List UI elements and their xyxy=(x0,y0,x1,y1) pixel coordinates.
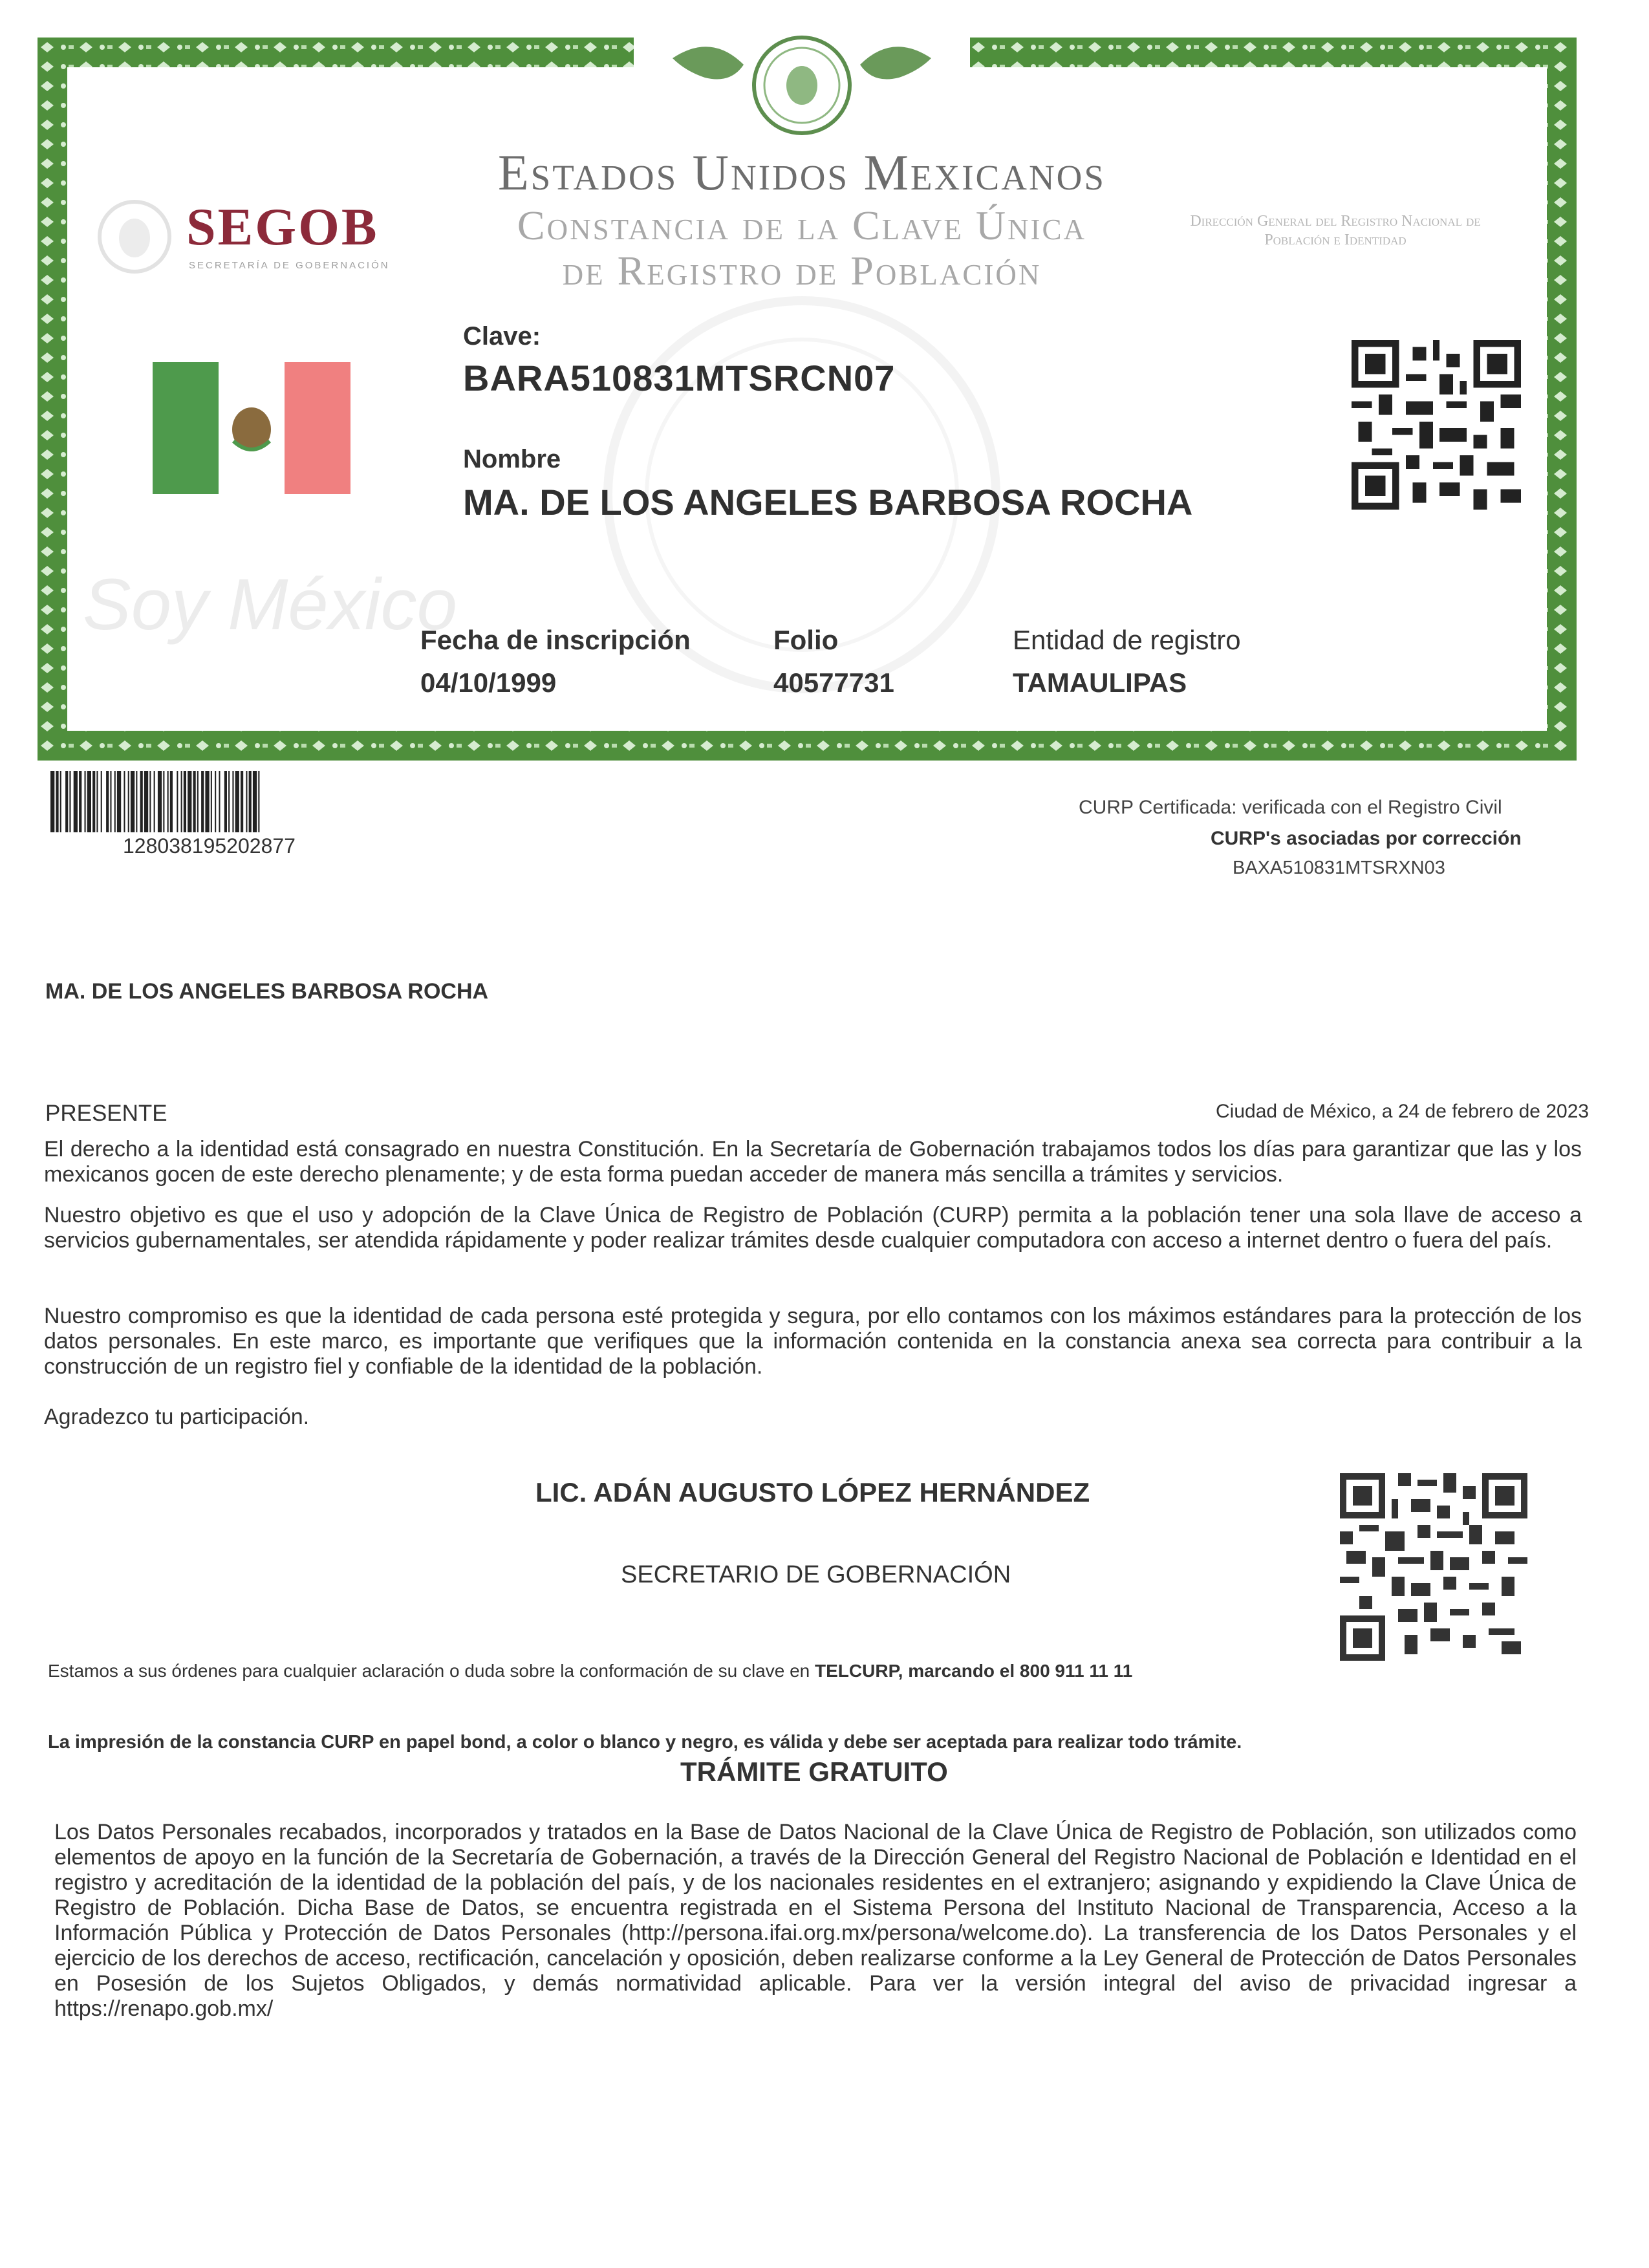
barcode-bar xyxy=(197,771,199,832)
barcode-bar xyxy=(79,771,81,832)
barcode-bar xyxy=(241,771,243,832)
barcode-bar xyxy=(114,771,116,832)
barcode-bar xyxy=(128,771,129,832)
barcode-bar xyxy=(110,771,111,832)
barcode-bar xyxy=(154,771,155,832)
curp-associated-value: BAXA510831MTSRXN03 xyxy=(1233,858,1445,878)
barcode-bar xyxy=(249,771,252,832)
document-title: Estados Unidos Mexicanos xyxy=(498,144,1106,200)
barcode-bar xyxy=(117,771,121,832)
entidad-registro-value: TAMAULIPAS xyxy=(1013,667,1187,698)
letter-addressee: MA. DE LOS ANGELES BARBOSA ROCHA xyxy=(45,979,489,1004)
barcode-bar xyxy=(74,771,78,832)
barcode-bar xyxy=(211,771,212,832)
barcode-bar xyxy=(201,771,204,832)
direccion-general: Dirección General del Registro Nacional de Población e Identidad xyxy=(1190,213,1481,248)
barcode-bar xyxy=(167,771,169,832)
telcurp-number: TELCURP, marcando el 800 911 11 11 xyxy=(815,1661,1133,1681)
barcode-bar xyxy=(92,771,95,832)
nombre-value: MA. DE LOS ANGELES BARBOSA ROCHA xyxy=(463,482,1193,523)
nombre-label: Nombre xyxy=(463,445,561,473)
barcode-bar xyxy=(188,771,191,832)
barcode-bar xyxy=(106,771,109,832)
signer-title: SECRETARIO DE GOBERNACIÓN xyxy=(621,1561,1011,1588)
fecha-inscripcion-label: Fecha de inscripción xyxy=(420,625,691,655)
barcode xyxy=(50,771,367,832)
soy-mexico-watermark: Soy México xyxy=(83,564,457,645)
contact-text: Estamos a sus órdenes para cualquier aclaración o duda sobre la conformación de su clave en xyxy=(48,1661,810,1681)
letter-thanks: Agradezco tu participación. xyxy=(44,1405,310,1429)
barcode-bar xyxy=(60,771,61,832)
barcode-bar xyxy=(163,771,164,832)
barcode-bar xyxy=(246,771,247,832)
barcode-bar xyxy=(215,771,216,832)
barcode-bar xyxy=(136,771,137,832)
barcode-bar xyxy=(232,771,233,832)
barcode-bar xyxy=(253,771,257,832)
barcode-bar xyxy=(101,771,102,832)
fecha-inscripcion-value: 04/10/1999 xyxy=(420,667,557,698)
barcode-bar xyxy=(181,771,182,832)
barcode-bar xyxy=(258,771,259,832)
barcode-bar xyxy=(56,771,58,832)
coat-of-arms-emblem xyxy=(634,32,970,142)
barcode-bar xyxy=(184,771,186,832)
contact-line xyxy=(48,1661,1132,1681)
entidad-registro-label: Entidad de registro xyxy=(1013,625,1241,655)
privacy-notice: Los Datos Personales recabados, incorporados y tratados en la Base de Datos Nacional de la Clave Única de Registro de Población, son utilizados como elementos de apoyo en la función de la Secretaría de Gobernación, a través de la Dirección General del Registro Nacional de Población e Identidad en el registro y acreditación de la identidad de la población del país, y de los nacionales residentes en el extranjero; asignando y expidiendo la Clave Única de Registro de Población. Dicha Base de Datos, se encuentra registrada en el Sistema Persona del Instituto Nacional de Transparencia, Acceso a la Información Pública y Protección de Datos Personales (http://persona.ifai.org.mx/persona/welcome.do). La transferencia de los Datos Personales y el ejercicio de los derechos de acceso, rectificación, cancelación y oposición, deben realizarse conforme a la Ley General de Protección de Datos Personales en Posesión de los Sujetos Obligados, y demás normatividad aplicable. Para ver la versión integral del aviso de privacidad ingresar a https://renapo.gob.mx/ xyxy=(54,1820,1577,2021)
barcode-bar xyxy=(50,771,54,832)
barcode-bar xyxy=(140,771,143,832)
letter-paragraph: Nuestro objetivo es que el uso y adopción de la Clave Única de Registro de Población (CURP) permita a la población tener una sola llave de acceso a servicios gubernamentales, ser atendida rápidamente y poder realizar trámites desde cualquier computadora con acceso a internet dentro o fuera del país. xyxy=(44,1203,1582,1253)
barcode-bar xyxy=(224,771,227,832)
segob-subtitle: SECRETARÍA DE GOBERNACIÓN xyxy=(189,260,390,271)
barcode-bar xyxy=(131,771,135,832)
letter-greeting: PRESENTE xyxy=(45,1101,167,1126)
barcode-bar xyxy=(149,771,151,832)
barcode-bar xyxy=(235,771,239,832)
barcode-bar xyxy=(65,771,68,832)
barcode-bar xyxy=(85,771,86,832)
clave-label: Clave: xyxy=(463,322,541,351)
curp-certification-status: CURP Certificada: verificada con el Registro Civil xyxy=(1079,797,1502,818)
verification-qr-code-icon xyxy=(1340,1473,1527,1661)
barcode-bar xyxy=(69,771,70,832)
folio-label: Folio xyxy=(773,625,839,655)
segob-seal-icon xyxy=(96,198,173,275)
print-notice: La impresión de la constancia CURP en papel bond, a color o blanco y negro, es válida y debe ser aceptada para realizar todo trámite. xyxy=(48,1732,1242,1753)
barcode-bar xyxy=(87,771,91,832)
clave-value: BARA510831MTSRCN07 xyxy=(463,358,896,398)
document-subtitle-line1: Constancia de la Clave Única xyxy=(517,202,1087,248)
letter-place-date: Ciudad de México, a 24 de febrero de 2023 xyxy=(1216,1101,1590,1122)
barcode-bar xyxy=(193,771,196,832)
barcode-bar xyxy=(205,771,209,832)
mexico-flag-icon xyxy=(153,362,350,494)
barcode-bar xyxy=(158,771,162,832)
segob-logo: SEGOB xyxy=(186,197,379,256)
barcode-bar xyxy=(124,771,125,832)
letter-paragraph: El derecho a la identidad está consagrado en nuestra Constitución. En la Secretaría de Gobernación trabajamos todos los días para garantizar que las y los mexicanos gocen de este derecho plenamente; y de esta forma puedan acceder de manera más sencilla a trámites y servicios. xyxy=(44,1137,1582,1187)
barcode-number: 128038195202877 xyxy=(123,834,296,858)
signer-name: LIC. ADÁN AUGUSTO LÓPEZ HERNÁNDEZ xyxy=(535,1477,1090,1507)
document-subtitle-line2: de Registro de Población xyxy=(562,248,1042,294)
barcode-bar xyxy=(177,771,178,832)
barcode-bar xyxy=(219,771,220,832)
barcode-bar xyxy=(228,771,230,832)
letter-paragraph: Nuestro compromiso es que la identidad de cada persona esté protegida y segura, por ello contamos con los máximos estándares para la protección de los datos personales. En este marco, es importante que verifiques que la información contenida en la constancia anexa sea correcta para contribuir a la construcción de un registro fiel y confiable de la identidad de la población. xyxy=(44,1304,1582,1379)
qr-code-icon xyxy=(1352,340,1521,510)
barcode-bar xyxy=(144,771,148,832)
barcode-bar xyxy=(170,771,173,832)
curp-associated-label: CURP's asociadas por corrección xyxy=(1211,828,1522,849)
folio-value: 40577731 xyxy=(773,667,894,698)
barcode-bar xyxy=(96,771,98,832)
tramite-gratuito-heading: TRÁMITE GRATUITO xyxy=(680,1756,948,1787)
